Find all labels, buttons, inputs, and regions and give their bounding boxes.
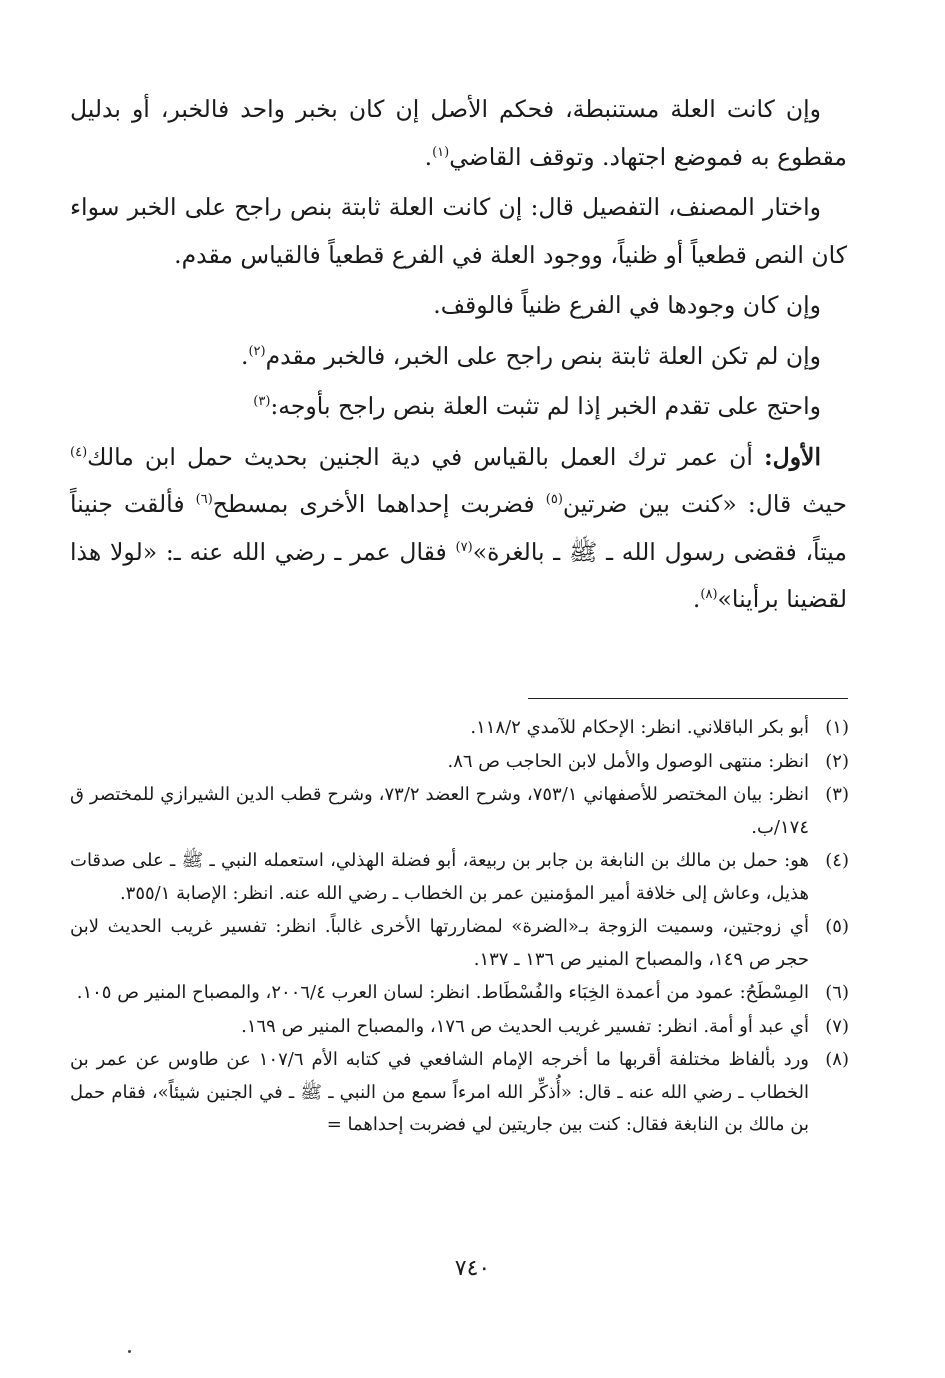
punctuation: .: [424, 142, 433, 171]
paragraph-text: واحتج على تقدم الخبر إذا لم تثبت العلة بنص راجح بأوجه:: [270, 392, 821, 420]
footnote-8: [70, 1044, 849, 1142]
footnote-number: (٧): [825, 1015, 849, 1037]
footnote-text: انظر: منتهى الوصول والأمل لابن الحاجب ص ٨٦.: [447, 750, 809, 772]
footnote-number: (٢): [825, 750, 849, 772]
punctuation: .: [240, 341, 249, 370]
footnote-separator: [528, 698, 848, 699]
footnote-number: (٣): [825, 784, 849, 805]
footnote-6: [70, 977, 849, 1010]
footnote-number: (٤): [825, 850, 849, 871]
footnote-ref: (١): [432, 144, 450, 160]
footnote-1: [70, 712, 849, 745]
footnote-7: [70, 1011, 849, 1044]
paragraph-3: [70, 282, 847, 330]
footnote-text: أي زوجتين، وسميت الزوجة بـ«الضرة» لمضاررتها الأخرى غالباً. انظر: تفسير غريب الحديث لابن حجر ص ١٤٩، والمصباح المنير ص ١٣٦ ـ ١٣٧.: [70, 916, 809, 970]
paragraph-4: [70, 333, 847, 381]
footnote-4: [70, 845, 849, 910]
footnote-number: (٦): [825, 982, 849, 1003]
footnote-ref: (٨): [700, 587, 718, 603]
paragraph-text: أن عمر ترك العمل بالقياس في دية الجنين بحديث حمل ابن مالك: [87, 442, 753, 471]
footnotes: [70, 712, 849, 1143]
footnote-number: (٥): [825, 916, 849, 937]
paragraph-2: [70, 184, 847, 279]
footnote-ref: (٧): [455, 539, 473, 555]
footnote-ref: (٣): [253, 394, 271, 410]
paragraph-text: فقال عمر ـ رضي الله عنه ـ: «لولا هذا لقضينا برأينا»: [70, 537, 847, 613]
footnote-text: أي عبد أو أمة. انظر: تفسير غريب الحديث ص ١٧٦، والمصباح المنير ص ١٦٩.: [241, 1015, 809, 1037]
footnote-text: انظر: بيان المختصر للأصفهاني ٧٥٣/١، وشرح العضد ٧٣/٢، وشرح قطب الدين الشيرازي للمختصر ق ١٧٤/ب.: [70, 784, 809, 838]
footnote-text: ورد بألفاظ مختلفة أقربها ما أخرجه الإمام الشافعي في كتابه الأم ١٠٧/٦ عن طاوس عن عمر بن الخطاب ـ رضي الله عنه ـ قال: «أُذكِّر الله امرءاً سمع من النبي ـ ﷺ ـ في الجنين شيئاً»، فقام حمل بن مالك بن النابغة فقال: كنت بين جاريتين لي فضربت إحداهما =: [70, 1049, 809, 1135]
main-text: [70, 86, 847, 627]
footnote-3: [70, 779, 849, 844]
section-lead: الأول:: [763, 442, 821, 471]
paragraph-text: حيث قال: «كنت بين ضرتين: [562, 490, 847, 518]
paragraph-text: وإن لم تكن العلة ثابتة بنص راجح على الخبر، فالخبر مقدم: [265, 341, 821, 370]
paragraph-1: [70, 86, 847, 181]
footnote-text: هو: حمل بن مالك بن النابغة بن جابر بن ربيعة، أبو فضلة الهذلي، استعمله النبي ـ ﷺ ـ على صدقات هذيل، وعاش إلى خلافة أمير المؤمنين عمر بن الخطاب ـ رضي الله عنه. انظر: الإصابة ٣٥٥/١.: [70, 850, 809, 904]
paragraph-text: فألقت جنيناً ميتاً، فقضى رسول الله ـ ﷺ ـ بالغرة»: [70, 490, 847, 566]
footnote-ref: (٢): [248, 343, 266, 359]
scan-speck: [128, 1350, 131, 1353]
footnote-text: أبو بكر الباقلاني. انظر: الإحكام للآمدي ١١٨/٢.: [470, 717, 809, 738]
footnote-5: [70, 911, 849, 976]
paragraph-5: [70, 383, 847, 431]
paragraph-text: وإن كان وجودها في الفرع ظنياً فالوقف.: [433, 291, 821, 319]
footnote-ref: (٦): [195, 492, 213, 508]
paragraph-text: واختار المصنف، التفصيل قال: إن كانت العلة ثابتة بنص راجح على الخبر سواء كان النص قطعياً أو ظنياً، ووجود العلة في الفرع قطعياً فالقياس مقدم.: [70, 193, 847, 269]
footnote-ref: (٤): [70, 444, 88, 460]
paragraph-text: فضربت إحداهما الأخرى بمسطح: [212, 490, 535, 518]
footnote-ref: (٥): [545, 492, 563, 508]
footnote-2: [70, 746, 849, 779]
punctuation: .: [692, 585, 701, 613]
paragraph-text: وإن كانت العلة مستنبطة، فحكم الأصل إن كان بخبر واحد فالخبر، أو بدليل مقطوع به فموضع اجتهاد. وتوقف القاضي: [70, 95, 847, 171]
footnote-text: المِسْطَحُ: عمود من أعمدة الخِبَاء والفُسْطَاط. انظر: لسان العرب ٢٠٠٦/٤، والمصباح المنير ص ١٠٥.: [76, 982, 809, 1003]
footnote-number: (٨): [825, 1049, 849, 1070]
page-number: ٧٤٠: [454, 1256, 491, 1281]
footnote-number: (١): [825, 717, 849, 738]
paragraph-6: [70, 434, 847, 624]
